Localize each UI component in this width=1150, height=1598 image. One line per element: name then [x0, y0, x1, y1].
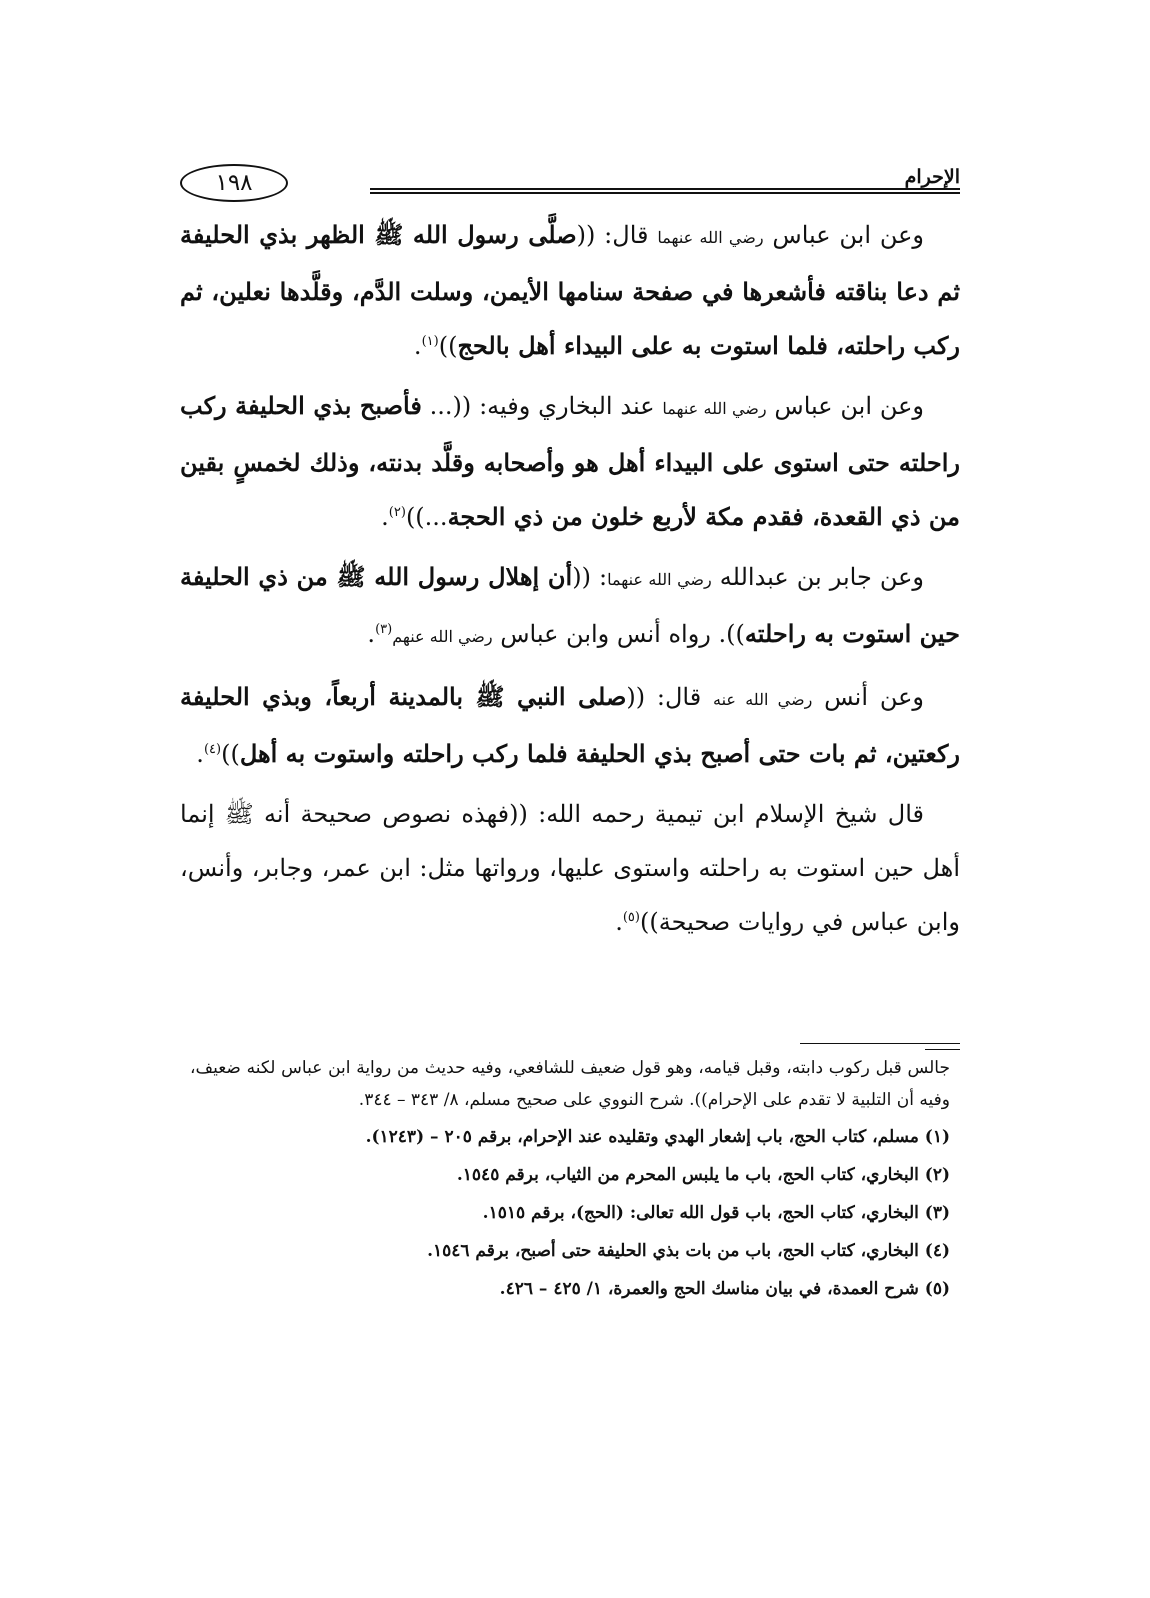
- page-number: ١٩٨: [180, 164, 288, 202]
- honorific: رضي الله عنهما: [657, 228, 764, 247]
- footnote-2: (٢) البخاري، كتاب الحج، باب ما يلبس المحرم من الثياب، برقم ١٥٤٥.: [456, 1165, 950, 1185]
- text-run: )): [221, 740, 240, 768]
- text-run: قال: ((: [576, 221, 658, 249]
- footnote-3: (٣) البخاري، كتاب الحج، باب قول الله تعالى: (الحج)، برقم ١٥١٥.: [482, 1203, 950, 1223]
- text-run: وعن جابر بن عبدالله: [711, 563, 924, 591]
- text-run: .: [615, 908, 623, 936]
- text-run: وعن أنس: [812, 683, 925, 711]
- footnote-ref-1: (١): [421, 334, 439, 349]
- page-header: [180, 160, 960, 210]
- footnote-separator: [800, 1043, 960, 1044]
- text-run: .: [367, 620, 376, 648]
- footnote-continuation: جالس قبل ركوب دابته، وقبل قيامه، وهو قول ضعيف للشافعي، وفيه حديث من رواية ابن عباس لكنه ضعيف، وفيه أن التلبية لا تقدم على الإحرام)). شرح النووي على صحيح مسلم، ٨/ ٣٤٣ – ٣٤٤.: [190, 1058, 950, 1110]
- text-run: وعن ابن عباس: [763, 221, 925, 249]
- hadith-quote: صلَّى رسول الله ﷺ الظهر بذي الحليفة ثم دعا بناقته فأشعرها في صفحة سنامها الأيمن، وسلت الدَّم، وقلَّدها نعلين، ثم ركب راحلته، فلما استوت به على البيداء أهل بالحج: [180, 220, 960, 360]
- honorific: رضي الله عنهم: [392, 627, 493, 646]
- text-run: .: [196, 740, 204, 768]
- footnote-ref-5: (٥): [622, 910, 640, 925]
- paragraph-4: [180, 670, 960, 781]
- footnote-ref-4: (٤): [203, 742, 222, 757]
- text-run: )): [438, 332, 458, 360]
- text-run: عند البخاري وفيه: ((...: [421, 392, 663, 420]
- main-text: [180, 208, 960, 955]
- text-run: )). رواه أنس وابن عباس: [492, 620, 745, 648]
- footnote-1: (١) مسلم، كتاب الحج، باب إشعار الهدي وتقليده عند الإحرام، برقم ٢٠٥ – (١٢٤٣).: [365, 1127, 950, 1147]
- footnote-ref-3: (٣): [375, 622, 393, 637]
- hadith-quote: أن إهلال رسول الله ﷺ من ذي الحليفة حين استوت به راحلته: [180, 562, 960, 648]
- hadith-quote: فأصبح بذي الحليفة ركب راحلته حتى استوى على البيداء أهل هو وأصحابه وقلَّد بدنته، وذلك لخمسٍ بقين من ذي القعدة، فقدم مكة لأربع خلون من ذي الحجة: [180, 391, 960, 531]
- text-run: قال: ((: [626, 683, 713, 711]
- footnote-5: (٥) شرح العمدة، في بيان مناسك الحج والعمرة، ١/ ٤٢٥ – ٤٢٦.: [499, 1279, 950, 1299]
- honorific: رضي الله عنه: [713, 690, 813, 709]
- text-run: وعن ابن عباس: [766, 392, 925, 420]
- footnote-4: (٤) البخاري، كتاب الحج، باب من بات بذي الحليفة حتى أصبح، برقم ١٥٤٦.: [427, 1241, 950, 1261]
- footnote-separator-tick: [925, 1049, 960, 1050]
- paragraph-5: [180, 787, 960, 949]
- chapter-title: الإحرام: [904, 166, 960, 188]
- footnotes: [190, 1052, 950, 1312]
- hadith-quote: صلى النبي ﷺ بالمدينة أربعاً، وبذي الحليفة ركعتين، ثم بات حتى أصبح بذي الحليفة فلما ركب راحلته واستوت به أهل: [180, 682, 960, 768]
- text-run: .: [413, 332, 422, 360]
- text-run: .: [381, 503, 389, 531]
- text-run: قال شيخ الإسلام ابن تيمية رحمه الله: ((فهذه نصوص صحيحة أنه ﷺ إنما أهل حين استوت به راحلته واستوى عليها، ورواتها مثل: ابن عمر، وجابر، وأنس، وابن عباس في روايات صحيحة)): [180, 800, 960, 936]
- honorific: رضي الله عنهما: [607, 570, 712, 589]
- paragraph-2: [180, 379, 960, 544]
- paragraph-1: [180, 208, 960, 373]
- header-rule: [370, 188, 960, 194]
- text-run: : ((: [572, 563, 608, 591]
- paragraph-3: [180, 550, 960, 664]
- honorific: رضي الله عنهما: [662, 399, 767, 418]
- text-run: ...)): [405, 503, 448, 531]
- footnote-ref-2: (٢): [388, 505, 406, 520]
